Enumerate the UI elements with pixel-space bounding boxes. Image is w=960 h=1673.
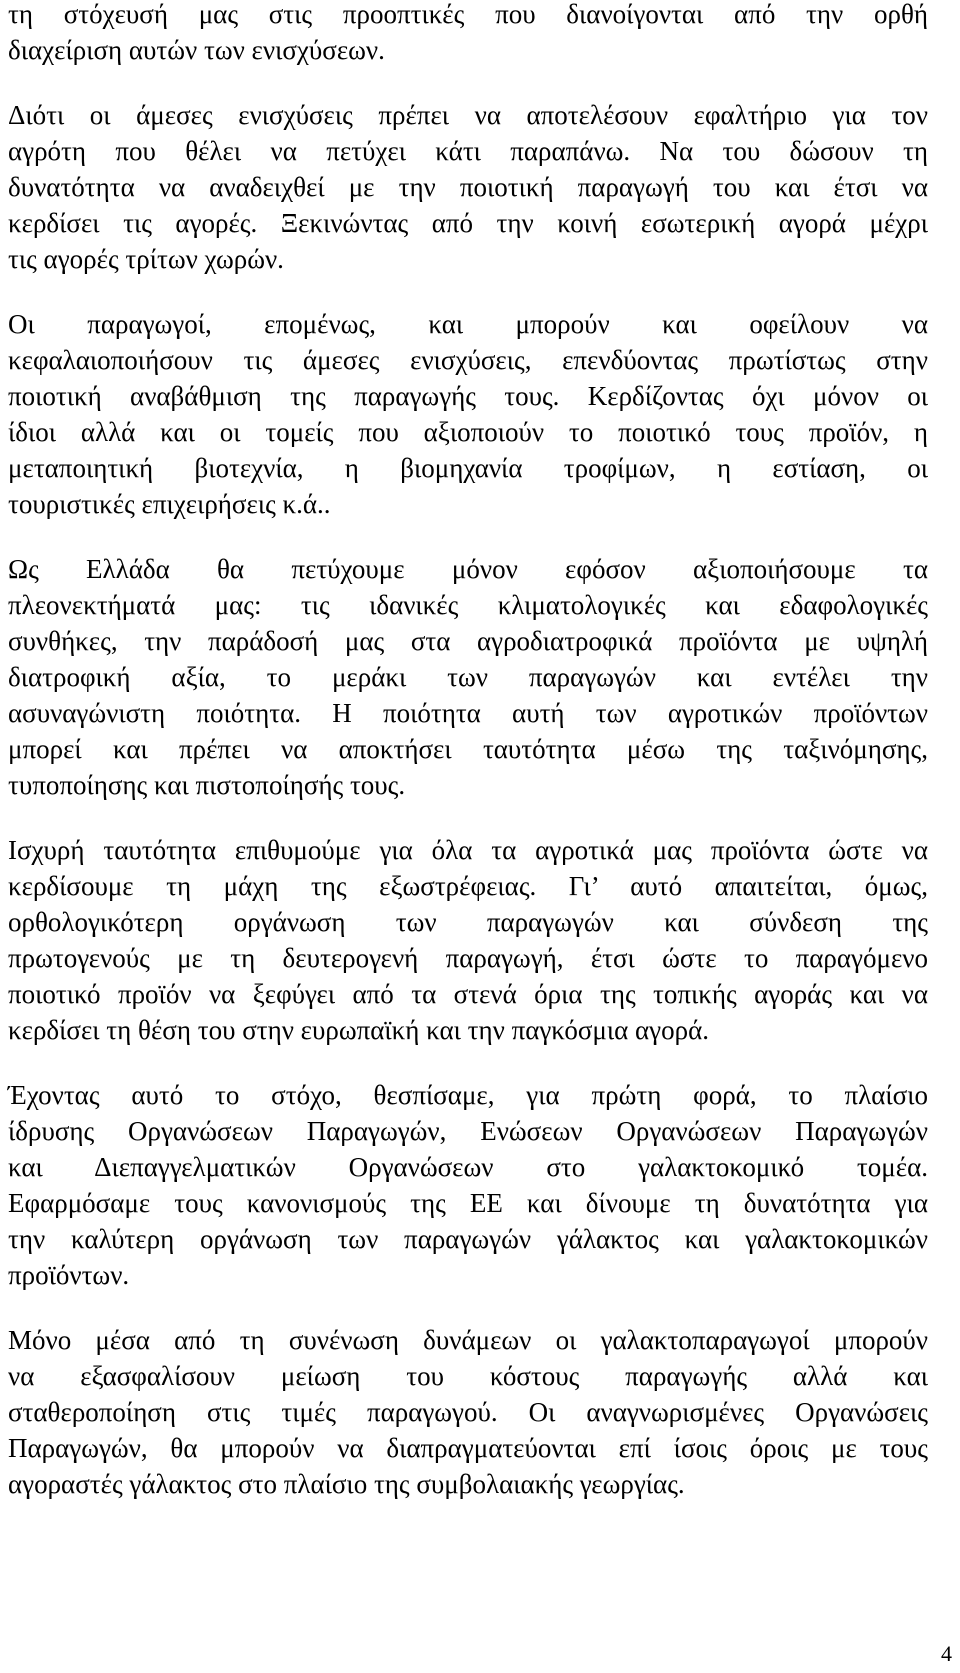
text-line: συνθήκες, την παράδοσή μας στα αγροδιατροφικά προϊόντα με υψηλή bbox=[8, 626, 928, 656]
text-line: Έχοντας αυτό το στόχο, θεσπίσαμε, για πρώτη φορά, το πλαίσιο bbox=[8, 1080, 928, 1110]
text-line: πρωτογενούς με τη δευτερογενή παραγωγή, έτσι ώστε το παραγόμενο bbox=[8, 943, 928, 973]
text-line: κερδίσει τις αγορές. Ξεκινώντας από την κοινή εσωτερική αγορά μέχρι bbox=[8, 208, 928, 238]
text-line: Διότι οι άμεσες ενισχύσεις πρέπει να αποτελέσουν εφαλτήριο για τον bbox=[8, 100, 928, 130]
text-line: την καλύτερη οργάνωση των παραγωγών γάλακτος και γαλακτοκομικών bbox=[8, 1224, 928, 1254]
text-line: Παραγωγών, θα μπορούν να διαπραγματεύονται επί ίσοις όροις με τους bbox=[8, 1433, 928, 1463]
text-line: ποιοτική αναβάθμιση της παραγωγής τους. Κερδίζοντας όχι μόνον οι bbox=[8, 381, 928, 411]
text-line: τις αγορές τρίτων χωρών. bbox=[8, 244, 284, 274]
text-line: Μόνο μέσα από τη συνένωση δυνάμεων οι γαλακτοπαραγωγοί μπορούν bbox=[8, 1325, 928, 1355]
text-line: ασυναγώνιστη ποιότητα. Η ποιότητα αυτή των αγροτικών προϊόντων bbox=[8, 698, 928, 728]
text-line: Οι παραγωγοί, επομένως, και μπορούν και οφείλουν να bbox=[8, 309, 928, 339]
text-line: και Διεπαγγελματικών Οργανώσεων στο γαλακτοκομικό τομέα. bbox=[8, 1152, 928, 1182]
text-line: διαχείριση αυτών των ενισχύσεων. bbox=[8, 35, 385, 65]
text-line: μεταποιητική βιοτεχνία, η βιομηχανία τροφίμων, η εστίαση, οι bbox=[8, 453, 928, 483]
text-line: ποιοτικό προϊόν να ξεφύγει από τα στενά όρια της τοπικής αγοράς και να bbox=[8, 979, 928, 1009]
text-line: αγοραστές γάλακτος στο πλαίσιο της συμβολαιακής γεωργίας. bbox=[8, 1469, 685, 1499]
text-line: δυνατότητα να αναδειχθεί με την ποιοτική παραγωγή του και έτσι να bbox=[8, 172, 928, 202]
text-line: Εφαρμόσαμε τους κανονισμούς της ΕΕ και δίνουμε τη δυνατότητα για bbox=[8, 1188, 928, 1218]
text-line: τη στόχευσή μας στις προοπτικές που διανοίγονται από την ορθή bbox=[8, 0, 928, 29]
text-line: κερδίσουμε τη μάχη της εξωστρέφειας. Γι’ αυτό απαιτείται, όμως, bbox=[8, 871, 928, 901]
text-line: αγρότη που θέλει να πετύχει κάτι παραπάνω. Να του δώσουν τη bbox=[8, 136, 928, 166]
text-line: Ισχυρή ταυτότητα επιθυμούμε για όλα τα αγροτικά μας προϊόντα ώστε να bbox=[8, 835, 928, 865]
text-line: κεφαλαιοποιήσουν τις άμεσες ενισχύσεις, επενδύοντας πρωτίστως στην bbox=[8, 345, 928, 375]
text-line: Ως Ελλάδα θα πετύχουμε μόνον εφόσον αξιοποιήσουμε τα bbox=[8, 554, 928, 584]
text-line: να εξασφαλίσουν μείωση του κόστους παραγωγής αλλά και bbox=[8, 1361, 928, 1391]
text-line: ορθολογικότερη οργάνωση των παραγωγών και σύνδεση της bbox=[8, 907, 928, 937]
text-line: τουριστικές επιχειρήσεις κ.ά.. bbox=[8, 489, 331, 519]
text-line: μπορεί και πρέπει να αποκτήσει ταυτότητα μέσω της ταξινόμησης, bbox=[8, 734, 928, 764]
text-line: διατροφική αξία, το μεράκι των παραγωγών και εντέλει την bbox=[8, 662, 928, 692]
text-line: προϊόντων. bbox=[8, 1260, 130, 1290]
page-number: 4 bbox=[941, 1641, 952, 1666]
text-line: σταθεροποίηση στις τιμές παραγωγού. Οι αναγνωρισμένες Οργανώσεις bbox=[8, 1397, 928, 1427]
text-line: ίδρυσης Οργανώσεων Παραγωγών, Ενώσεων Οργανώσεων Παραγωγών bbox=[8, 1116, 928, 1146]
text-line: τυποποίησης και πιστοποίησής τους. bbox=[8, 770, 406, 800]
text-line: κερδίσει τη θέση του στην ευρωπαϊκή και την παγκόσμια αγορά. bbox=[8, 1015, 709, 1045]
text-line: ίδιοι αλλά και οι τομείς που αξιοποιούν το ποιοτικό τους προϊόν, η bbox=[8, 417, 928, 447]
text-line: πλεονεκτήματά μας: τις ιδανικές κλιματολογικές και εδαφολογικές bbox=[8, 590, 928, 620]
